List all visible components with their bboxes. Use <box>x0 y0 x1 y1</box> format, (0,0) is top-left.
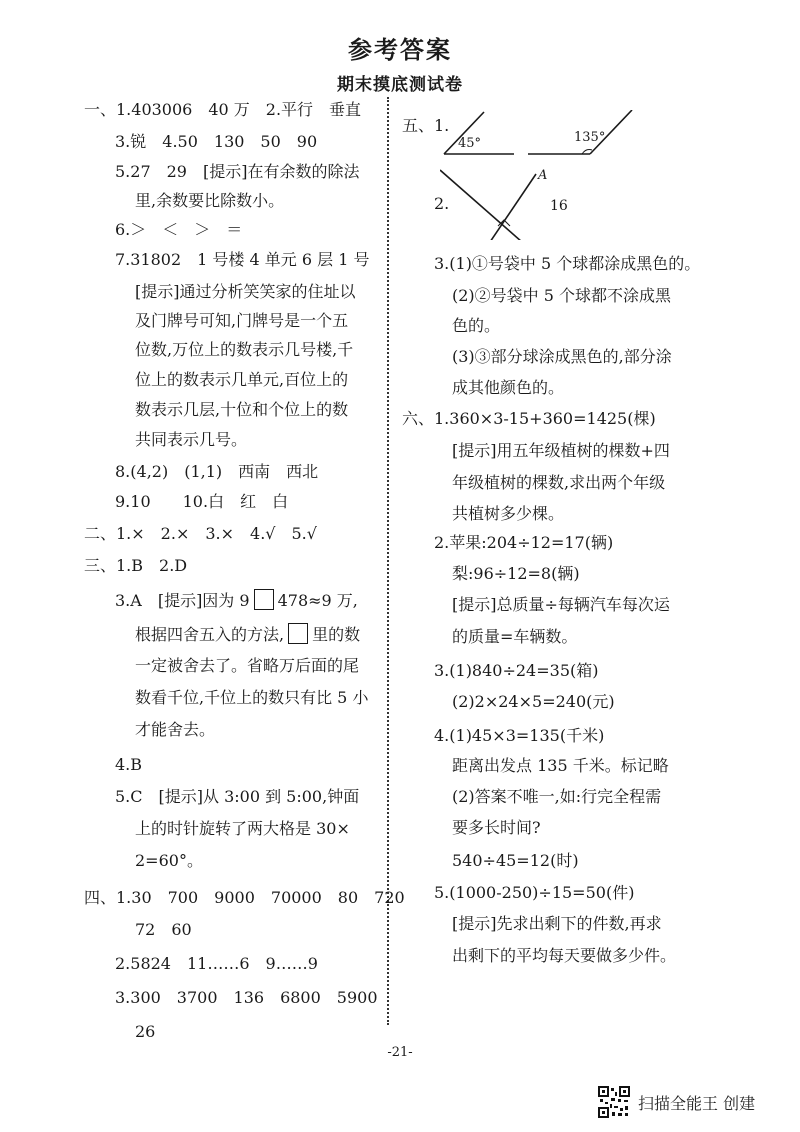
answer-text <box>135 400 348 420</box>
answer-segment: 4.B <box>115 755 143 774</box>
answer-text <box>452 914 662 934</box>
answer-segment: 成其他颜色的。 <box>452 378 565 397</box>
answer-segment: 3.(1)840÷24=35(箱) <box>434 661 599 680</box>
answer-segment: 才能舍去。 <box>135 720 216 739</box>
blank-box-icon <box>254 589 274 610</box>
answer-text <box>115 462 318 482</box>
answer-segment: 3.A [提示]因为 9 <box>115 591 250 610</box>
page-subtitle: 期末摸底测试卷 <box>337 75 463 95</box>
answer-segment: 一定被舍去了。省略万后面的尾 <box>135 656 360 675</box>
answer-text <box>452 627 577 647</box>
answer-segment: 2.苹果:204÷12=17(辆) <box>434 533 614 552</box>
answer-text <box>452 787 661 807</box>
answer-segment: 位数,万位上的数表示几号楼,千 <box>135 340 354 359</box>
answer-text <box>452 504 564 524</box>
answer-segment: 478≈9 万, <box>277 591 358 610</box>
answer-text <box>452 378 564 398</box>
answer-segment: 26 <box>135 1022 156 1041</box>
answer-text <box>434 883 634 903</box>
answer-segment: 的质量=车辆数。 <box>452 627 578 646</box>
answer-segment: [提示]先求出剩下的件数,再求 <box>452 914 662 933</box>
answer-text <box>452 946 676 966</box>
answer-segment: 上的时针旋转了两大格是 30× <box>135 819 350 838</box>
answer-segment: [提示]用五年级植树的棵数+四 <box>452 441 670 460</box>
answer-segment: 7.31802 1 号楼 4 单元 6 层 1 号 <box>115 250 370 269</box>
answer-text <box>135 851 203 871</box>
answer-text <box>84 556 187 576</box>
answer-segment: 距离出发点 135 千米。标记略 <box>452 756 669 775</box>
answer-text <box>135 282 356 302</box>
answer-text <box>452 441 670 461</box>
answer-text <box>434 533 613 553</box>
column-divider <box>387 97 389 1025</box>
answer-text <box>452 692 615 712</box>
answer-text <box>115 589 358 611</box>
answer-text <box>452 316 500 336</box>
answer-segment: 一、1.403006 40 万 2.平行 垂直 <box>84 100 362 119</box>
answer-text <box>115 755 142 775</box>
answer-segment: 72 60 <box>135 920 192 939</box>
watermark-text: 扫描全能王 创建 <box>638 1093 756 1113</box>
answer-segment: 及门牌号可知,门牌号是一个五 <box>135 311 349 330</box>
answer-segment: 里的数 <box>312 625 361 644</box>
answer-segment: 540÷45=12(时) <box>452 851 579 870</box>
angle-45-label: 45° <box>458 136 482 151</box>
answer-text <box>452 286 671 306</box>
answer-text <box>115 787 359 807</box>
answer-segment: 5.(1000-250)÷15=50(件) <box>434 883 635 902</box>
qr-code-icon <box>598 1086 630 1118</box>
perpendicular-line <box>440 170 522 240</box>
answer-text <box>135 430 247 450</box>
distance-label: 16 <box>550 198 568 214</box>
answer-text <box>135 656 359 676</box>
answer-segment: 色的。 <box>452 316 501 335</box>
scanner-watermark <box>598 1085 755 1119</box>
answer-segment: (2)答案不唯一,如:行完全程需 <box>452 787 662 806</box>
answer-text <box>84 888 405 908</box>
answer-segment: 年级植树的棵数,求出两个年级 <box>452 473 666 492</box>
answer-segment: 共同表示几号。 <box>135 430 248 449</box>
answer-text <box>84 100 361 120</box>
answer-segment: 8.(4,2) (1,1) 西南 西北 <box>115 462 319 481</box>
answer-segment: (3)③部分球涂成黑色的,部分涂 <box>452 347 672 366</box>
answer-segment: 2.5824 11……6 9……9 <box>115 954 318 973</box>
answer-text <box>115 220 242 240</box>
blank-box-icon <box>288 623 308 644</box>
answer-segment: 梨:96÷12=8(辆) <box>452 564 580 583</box>
answer-segment: 4.(1)45×3=135(千米) <box>434 726 605 745</box>
answer-segment: 三、1.B 2.D <box>84 556 188 575</box>
answer-text <box>135 191 284 211</box>
angle-135-label: 135° <box>574 130 606 145</box>
answer-text <box>434 726 604 746</box>
answer-segment: (2)2×24×5=240(元) <box>452 692 615 711</box>
answer-text <box>115 162 359 182</box>
answer-segment: 5.27 29 [提示]在有余数的除法 <box>115 162 360 181</box>
answer-segment: [提示]总质量÷每辆汽车每次运 <box>452 595 670 614</box>
answer-text <box>452 347 672 367</box>
answer-text <box>135 720 215 740</box>
answer-text <box>452 851 579 871</box>
answer-text <box>115 492 288 512</box>
answer-segment: 要多长时间? <box>452 818 541 837</box>
answer-text <box>135 370 348 390</box>
answer-text <box>135 340 353 360</box>
answer-text <box>452 756 669 776</box>
answer-segment: 3.(1)①号袋中 5 个球都涂成黑色的。 <box>434 254 701 273</box>
answer-segment: 根据四舍五入的方法, <box>135 625 285 644</box>
page-number: -21- <box>387 1045 413 1060</box>
answer-text <box>115 132 317 152</box>
answer-text <box>402 409 656 429</box>
answer-text <box>452 595 670 615</box>
answer-segment: 六、1.360×3-15+360=1425(棵) <box>402 409 656 428</box>
answer-text <box>135 311 348 331</box>
geometry-figures <box>440 110 640 240</box>
answer-segment: 数看千位,千位上的数只有比 5 小 <box>135 688 369 707</box>
answer-text <box>135 819 350 839</box>
point-a-label: A <box>538 168 548 183</box>
answer-text <box>135 688 368 708</box>
answer-text <box>452 564 580 584</box>
answer-text <box>115 988 378 1008</box>
answer-segment: 3.锐 4.50 130 50 90 <box>115 132 318 151</box>
answer-segment: 五、1. <box>402 116 450 135</box>
answer-text <box>115 954 318 974</box>
answer-segment: 出剩下的平均每天要做多少件。 <box>452 946 677 965</box>
answer-segment: 5.C [提示]从 3:00 到 5:00,钟面 <box>115 787 360 806</box>
answer-segment: 数表示几层,十位和个位上的数 <box>135 400 349 419</box>
answer-segment: 二、1.× 2.× 3.× 4.√ 5.√ <box>84 524 317 543</box>
answer-segment: 2. <box>434 194 450 213</box>
answer-segment: 2=60°。 <box>135 851 203 870</box>
answer-segment: 6.＞ ＜ ＞ ＝ <box>115 220 243 239</box>
answer-text <box>135 623 360 645</box>
page-title: 参考答案 <box>348 36 452 64</box>
answer-segment: (2)②号袋中 5 个球都不涂成黑 <box>452 286 672 305</box>
answer-text <box>452 473 665 493</box>
answer-segment: 四、1.30 700 9000 70000 80 720 <box>84 888 405 907</box>
answer-segment: 9.10 10.白 红 白 <box>115 492 289 511</box>
answer-segment: 3.300 3700 136 6800 5900 <box>115 988 378 1007</box>
answer-text <box>84 524 317 544</box>
answer-segment: [提示]通过分析笑笑家的住址以 <box>135 282 356 301</box>
answer-text <box>452 818 541 838</box>
line-through-point-a <box>490 174 536 240</box>
answer-text <box>115 250 370 270</box>
answer-text <box>135 920 192 940</box>
answer-text <box>434 661 599 681</box>
answer-segment: 位上的数表示几单元,百位上的 <box>135 370 349 389</box>
answer-text <box>135 1022 155 1042</box>
answer-segment: 共植树多少棵。 <box>452 504 565 523</box>
answer-text <box>434 254 700 274</box>
answer-segment: 里,余数要比除数小。 <box>135 191 285 210</box>
